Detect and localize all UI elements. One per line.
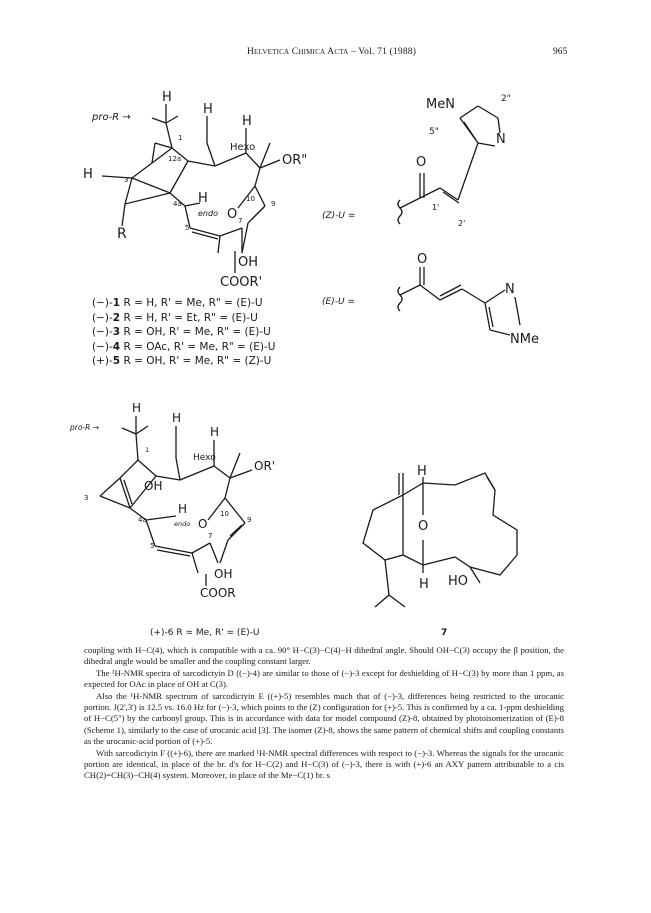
compound-3: (−)-3 R = OH, R' = Me, R" = (E)-U	[92, 326, 271, 339]
pro-r-label-6: pro-R →	[70, 423, 100, 432]
paragraph-2: The ¹H-NMR spectra of sarcodictyin D ((−)-4) are similar to those of (−)-3 except for deshielding of H−C(3) by more than 1 ppm, as expected for OAc in place of OH at C(3).	[84, 667, 564, 690]
locant-10: 10	[246, 195, 255, 203]
e-u-label: (E)-U =	[322, 297, 355, 307]
n-label-z: N	[496, 132, 506, 147]
compound-4: (−)-4 R = OAc, R' = Me, R" = (E)-U	[92, 340, 276, 353]
paragraph-1: coupling with H−C(4), which is compatible with a ca. 90° H−C(3)−C(4)−H dihedral angle. Should OH−C(3) occupy the β position, the dihedral angle would be smaller and the coupling constant larger.	[84, 645, 564, 667]
me-n-label: MeN	[426, 97, 455, 112]
structure-compounds-1-5	[80, 88, 340, 293]
locant-12a: 12a	[168, 155, 182, 163]
structure-compound-7	[345, 455, 545, 625]
caption-compound-7: 7	[441, 628, 448, 638]
bond-lines-e	[398, 267, 520, 335]
locant-5: 5	[185, 224, 190, 232]
caption-compound-6: (+)-6 R = Me, R' = (E)-U	[150, 628, 260, 638]
h-top-label: H	[162, 90, 172, 105]
o-bridge-label: O	[227, 207, 238, 222]
locant-2p: 2'	[458, 219, 466, 228]
h-exo-label: Hexo	[230, 142, 256, 153]
bond-lines-6	[100, 416, 252, 586]
locant-1-6: 1	[145, 446, 150, 454]
r-label: R	[117, 226, 127, 242]
or-double-label: OR"	[282, 153, 308, 168]
endo-label-6: endo	[174, 520, 191, 528]
h-right-label: H	[242, 114, 252, 129]
o-label-6: O	[198, 517, 208, 531]
locant-1: 1	[178, 134, 183, 142]
locant-3-6: 3	[84, 494, 89, 502]
z-u-label: (Z)-U =	[322, 211, 356, 221]
locant-4a: 4a	[173, 200, 182, 208]
o-label-z: O	[416, 155, 427, 170]
journal-title: Helvetica Chimica Acta – Vol. 71 (1988)	[247, 47, 417, 57]
locant-9-6: 9	[247, 516, 252, 524]
bond-lines-z	[398, 106, 500, 224]
h2-label-6: H	[172, 411, 182, 425]
pro-r-label: pro-R →	[92, 112, 131, 123]
compound-legend	[92, 296, 275, 369]
n-me-label: NMe	[510, 332, 539, 347]
h-bottom-label-7: H	[419, 577, 429, 592]
locant-7: 7	[238, 217, 243, 225]
h-mid-label: H	[203, 102, 213, 117]
locant-2pp: 2"	[501, 94, 511, 104]
h1-label-6: H	[132, 401, 142, 415]
endo-label: endo	[198, 209, 218, 218]
structure-e-urocanyl	[322, 245, 560, 365]
paragraph-4: With sarcodictyin F ((+)-6), there are marked ¹H-NMR spectral differences with respect to (−)-3. Whereas the signals for the urocanic portion are identical, in place of the br. d's for H−C(2) and H−C(3) of (−)-3, there is with (+)-6 an AXY pattern attributable to a cis CH(2)=CH(3)−CH(4) system. Moreover, in place of the Me−C(1) br. s	[84, 747, 564, 781]
coor-label-6: COOR	[200, 586, 236, 600]
structure-compound-6	[70, 398, 340, 620]
h-endo-label: H	[198, 191, 208, 206]
locant-7-6: 7	[208, 532, 213, 540]
oh-mid-label-6: OH	[144, 479, 163, 493]
h-left-label: H	[83, 167, 93, 182]
locant-1p: 1'	[432, 203, 440, 212]
locant-9: 9	[271, 200, 276, 208]
oh-label: OH	[238, 255, 259, 270]
ho-label-7: HO	[448, 574, 469, 589]
paragraph-3: Also the ¹H-NMR spectrum of sarcodictyin E ((+)-5) resembles much that of (−)-3, differences being restricted to the urocanic portion. J(2',3') is 12.5 vs. 16.0 Hz for (−)-3, which points to the (Z) configuration for (+)-5. This is confirmed by a ca. 1-ppm deshielding of H−C(5") by the carbonyl group. This is in accordance with data for model compound (Z)-8, obtained by photoisomerization of (E)-8 (Scheme 1), similarly to the case of urocanic acid [3]. The isomer (Z)-8, shows the same pattern of chemical shifts and coupling constants as the urocanic-acid portion of (+)-5.	[84, 690, 564, 747]
page-number: 965	[553, 47, 568, 57]
oh-label-6: OH	[214, 567, 233, 581]
h3-label-6: H	[210, 425, 220, 439]
structure-z-urocanyl	[322, 88, 550, 238]
locant-10-6: 10	[220, 510, 229, 518]
n-label-e: N	[505, 282, 515, 297]
locant-5pp: 5"	[429, 127, 439, 137]
bond-lines	[102, 104, 280, 273]
compound-1: (−)-1 R = H, R' = Me, R" = (E)-U	[92, 297, 263, 309]
locant-4a-6: 4a	[138, 516, 147, 524]
locant-5-6: 5	[150, 542, 155, 550]
h-exo-label-6: Hexo	[193, 453, 216, 463]
compound-2: (−)-2 R = H, R' = Et, R" = (E)-U	[92, 311, 258, 324]
o-label-7: O	[418, 519, 429, 534]
locant-3: 3	[124, 176, 129, 184]
h-endo-label-6: H	[178, 502, 188, 516]
h-top-label-7: H	[417, 464, 427, 479]
bond-lines-7	[363, 473, 517, 607]
running-header	[0, 47, 651, 61]
compound-5: (+)-5 R = OH, R' = Me, R" = (Z)-U	[92, 355, 272, 368]
or-prime-label-6: OR'	[254, 459, 276, 473]
coor-label: COOR'	[220, 275, 263, 290]
body-text	[84, 645, 564, 782]
o-label-e: O	[417, 252, 428, 267]
